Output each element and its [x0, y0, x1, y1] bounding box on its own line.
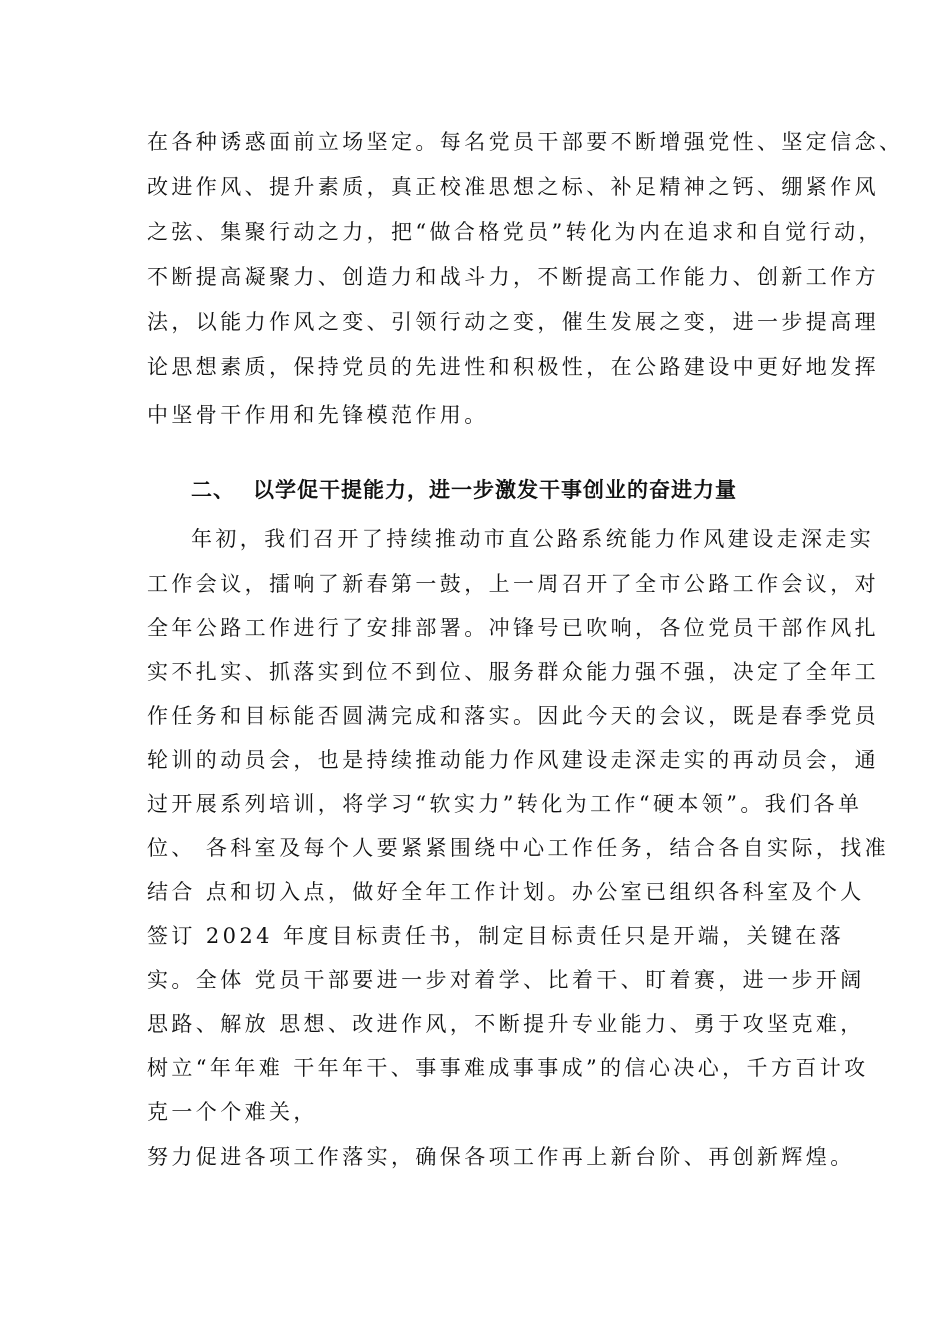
paragraph-2-line-2: 工作会议，擂响了新春第一鼓，上一周召开了全市公路工作会议，对	[147, 572, 879, 596]
section-heading-number: 二、	[191, 477, 235, 502]
paragraph-1-line-7: 中坚骨干作用和先锋模范作用。	[147, 403, 489, 427]
paragraph-2-line-6: 轮训的动员会，也是持续推动能力作风建设走深走实的再动员会，通	[147, 748, 879, 772]
paragraph-2-line-5: 作任务和目标能否圆满完成和落实。因此今天的会议，既是春季党员	[147, 704, 879, 728]
paragraph-2-line-9: 结合 点和切入点，做好全年工作计划。办公室已组织各科室及个人	[147, 880, 865, 904]
paragraph-2-line-3: 全年公路工作进行了安排部署。冲锋号已吹响，各位党员干部作风扎	[147, 616, 879, 640]
paragraph-1-line-6: 论思想素质，保持党员的先进性和积极性，在公路建设中更好地发挥	[147, 355, 879, 379]
paragraph-2-line-14: 克一个个难关，	[147, 1100, 318, 1124]
paragraph-1-line-1: 在各种诱惑面前立场坚定。每名党员干部要不断增强党性、坚定信念、	[147, 130, 904, 154]
paragraph-3: 努力促进各项工作落实，确保各项工作再上新台阶、再创新辉煌。	[147, 1145, 855, 1169]
paragraph-2-line-7: 过开展系列培训，将学习“软实力”转化为工作“硬本领”。我们各单	[147, 792, 863, 816]
section-heading	[191, 477, 737, 503]
paragraph-2-line-10: 签订 2024 年度目标责任书，制定目标责任只是开端，关键在落	[147, 924, 845, 948]
paragraph-2-line-1: 年初，我们召开了持续推动市直公路系统能力作风建设走深走实	[191, 527, 875, 551]
paragraph-1-line-2: 改进作风、提升素质，真正校准思想之标、补足精神之钙、绷紧作风	[147, 175, 879, 199]
paragraph-1-line-5: 法，以能力作风之变、引领行动之变，催生发展之变，进一步提高理	[147, 310, 879, 334]
paragraph-1-line-3: 之弦、集聚行动之力，把“做合格党员”转化为内在追求和自觉行动，	[147, 220, 883, 244]
section-heading-title: 以学促干提能力，进一步激发干事创业的奋进力量	[253, 477, 737, 502]
paragraph-2-line-13: 树立“年年难 干年年干、事事难成事事成”的信心决心，千方百计攻	[147, 1056, 869, 1080]
paragraph-2-line-4: 实不扎实、抓落实到位不到位、服务群众能力强不强，决定了全年工	[147, 660, 879, 684]
paragraph-2-line-11: 实。全体 党员干部要进一步对着学、比着干、盯着赛，进一步开阔	[147, 968, 865, 992]
paragraph-1-line-4: 不断提高凝聚力、创造力和战斗力，不断提高工作能力、创新工作方	[147, 265, 879, 289]
paragraph-2-line-8: 位、 各科室及每个人要紧紧围绕中心工作任务，结合各自实际，找准	[147, 836, 890, 860]
paragraph-2-line-12: 思路、解放 思想、改进作风，不断提升专业能力、勇于攻坚克难，	[147, 1012, 865, 1036]
